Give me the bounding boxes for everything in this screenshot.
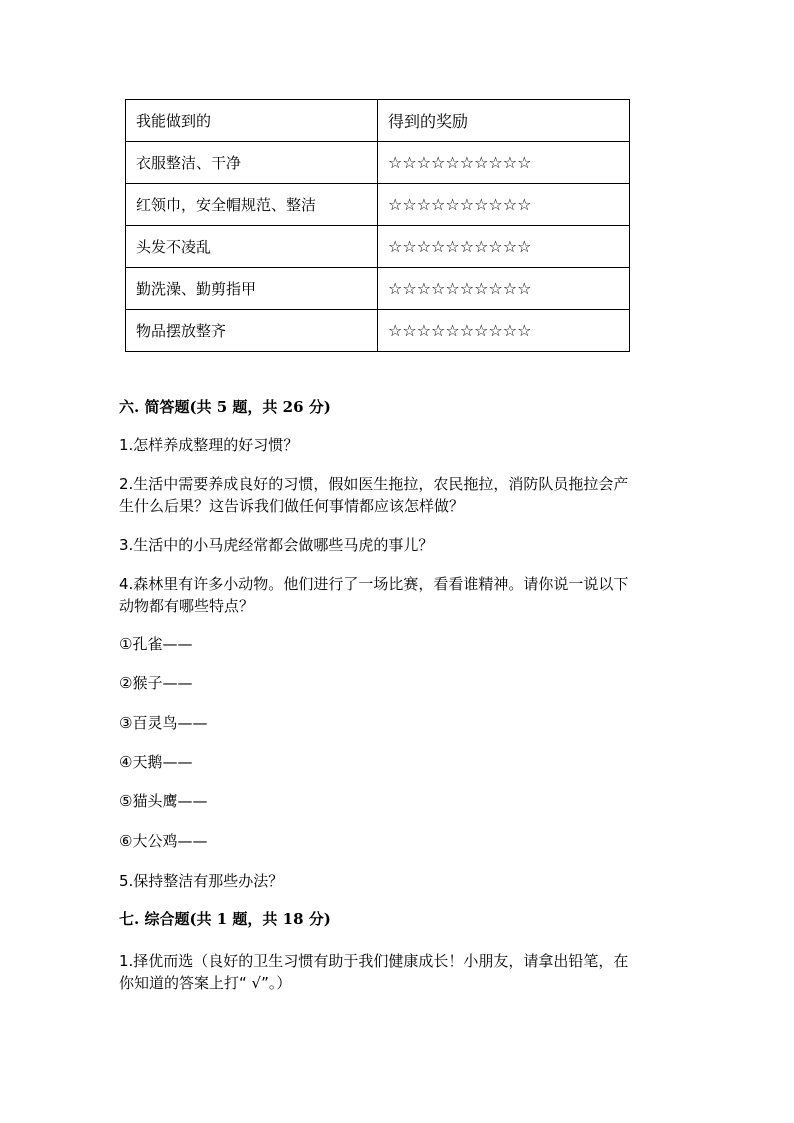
- question-2-line-1: 2.生活中需要养成良好的习惯，假如医生拖拉，农民拖拉，消防队员拖拉会产: [119, 475, 629, 493]
- table-cell-item: 勤洗澡、勤剪指甲: [126, 268, 378, 310]
- table-row: [126, 268, 630, 310]
- table-cell-stars: ☆☆☆☆☆☆☆☆☆☆: [378, 142, 630, 184]
- table-row: [126, 310, 630, 352]
- table-cell-stars: ☆☆☆☆☆☆☆☆☆☆: [378, 310, 630, 352]
- question-4-line-2: 动物都有哪些特点？: [119, 597, 255, 615]
- table-cell-item: 物品摆放整齐: [126, 310, 378, 352]
- table-cell-stars: ☆☆☆☆☆☆☆☆☆☆: [378, 184, 630, 226]
- question-4-line-1: 4.森林里有许多小动物。他们进行了一场比赛，看看谁精神。请你说一说以下: [119, 575, 629, 593]
- table-cell-item: 红领巾，安全帽规范、整洁: [126, 184, 378, 226]
- header-cell-reward: 得到的奖励: [378, 100, 630, 142]
- table-row: [126, 184, 630, 226]
- table-row: [126, 142, 630, 184]
- animal-item: ④天鹅——: [119, 753, 193, 771]
- animal-item: ③百灵鸟——: [119, 714, 208, 732]
- table-cell-item: 衣服整洁、干净: [126, 142, 378, 184]
- table-cell-stars: ☆☆☆☆☆☆☆☆☆☆: [378, 226, 630, 268]
- question-3: 3.生活中的小马虎经常都会做哪些马虎的事儿？: [119, 536, 434, 554]
- section-6-title: 六. 简答题(共 5 题，共 26 分): [119, 398, 331, 416]
- animal-item: ②猴子——: [119, 674, 193, 692]
- animal-item: ⑤猫头鹰——: [119, 792, 208, 810]
- table-cell-item: 头发不凌乱: [126, 226, 378, 268]
- question-2-line-2: 生什么后果？这告诉我们做任何事情都应该怎样做？: [119, 497, 465, 515]
- reward-table: [125, 99, 630, 352]
- animal-item: ⑥大公鸡——: [119, 832, 208, 850]
- table-header-row: [126, 100, 630, 142]
- question-1: 1.怎样养成整理的好习惯？: [119, 436, 299, 454]
- table-row: [126, 226, 630, 268]
- section-7-question-1-line-1: 1.择优而选（良好的卫生习惯有助于我们健康成长！小朋友，请拿出铅笔，在: [119, 952, 629, 970]
- question-5: 5.保持整洁有那些办法？: [119, 872, 284, 890]
- animal-item: ①孔雀——: [119, 635, 193, 653]
- section-7-title: 七. 综合题(共 1 题，共 18 分): [119, 910, 331, 928]
- table-cell-stars: ☆☆☆☆☆☆☆☆☆☆: [378, 268, 630, 310]
- header-cell-can-do: 我能做到的: [126, 100, 378, 142]
- section-7-question-1-line-2: 你知道的答案上打“ √”。）: [119, 974, 292, 992]
